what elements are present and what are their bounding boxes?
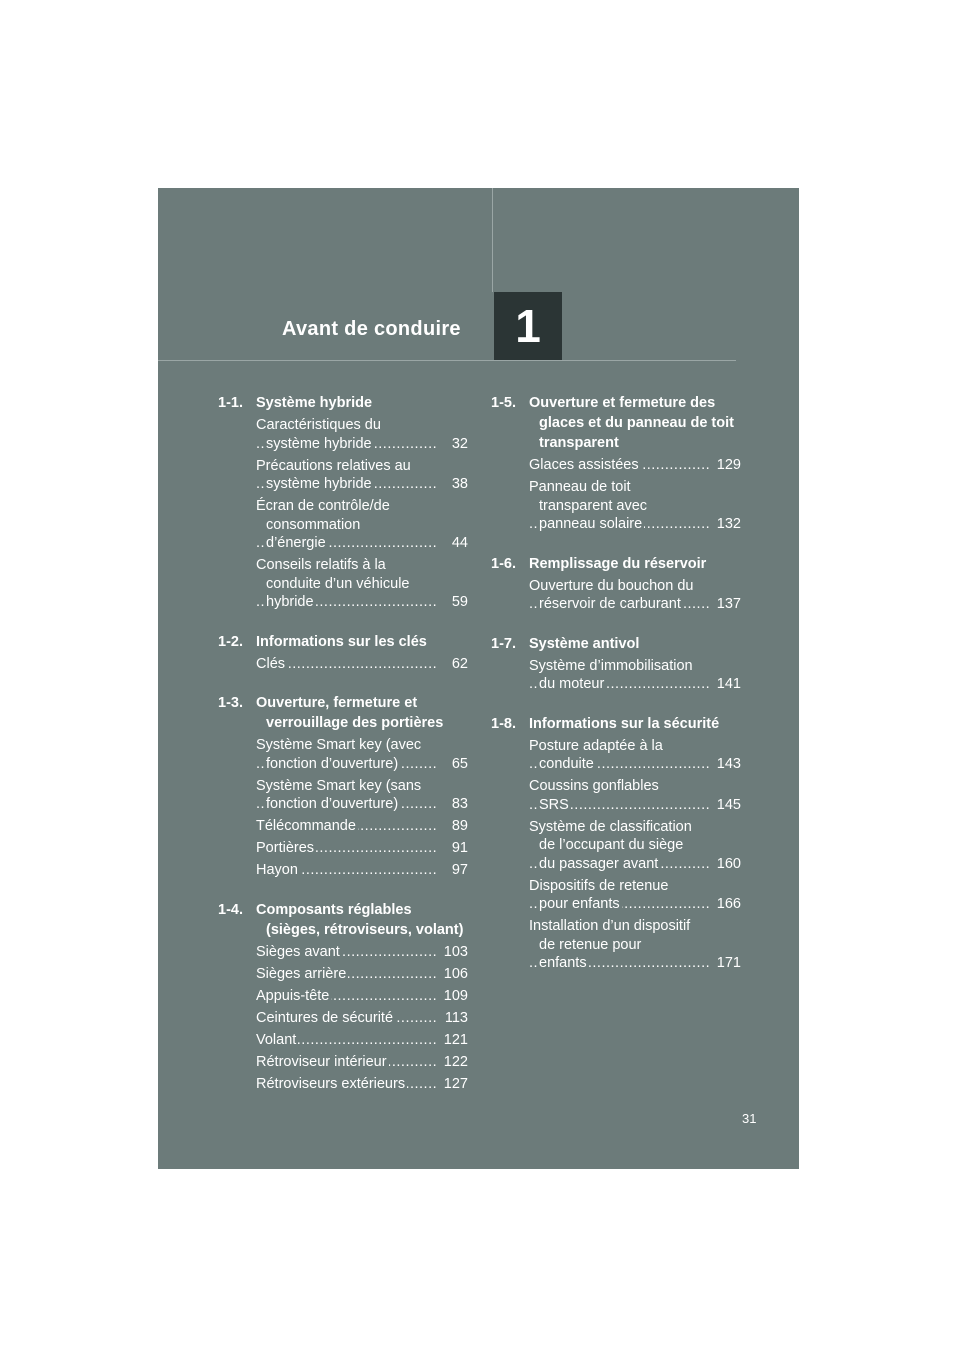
entry-title: Portières [256, 840, 315, 856]
entry-title-wrap [256, 556, 436, 612]
entry-title: Dispositifs de retenue pour enfants [529, 877, 669, 912]
section-heading[interactable] [218, 900, 468, 940]
entry-page: 65 [451, 755, 468, 772]
toc-entry[interactable] [256, 497, 468, 553]
entry-title: Ceintures de sécurité [256, 1009, 394, 1026]
entry-page: 127 [443, 1075, 468, 1092]
toc-entry[interactable] [529, 456, 741, 475]
section-number: 1-8. [491, 715, 516, 732]
toc-entry[interactable] [256, 817, 468, 836]
entry-title-wrap [256, 736, 436, 773]
entry-title-wrap [256, 1031, 436, 1050]
entry-title: Système d’immobilisation du moteur [529, 657, 693, 692]
toc-entry[interactable] [529, 818, 741, 874]
section-title: Remplissage du réservoir [529, 555, 707, 572]
section-heading[interactable] [218, 632, 468, 652]
section-number: 1-2. [218, 633, 243, 650]
entry-title: Hayon [256, 862, 298, 878]
section-title: Système antivol [529, 635, 640, 652]
entry-title-wrap [256, 861, 436, 880]
entry-title: Glaces assistées [529, 457, 639, 473]
entry-page: 59 [451, 594, 468, 610]
section-heading[interactable] [218, 693, 468, 733]
toc-entry[interactable] [529, 478, 741, 534]
section-title: Système hybride [256, 395, 373, 411]
entry-title-wrap [529, 818, 709, 874]
entry-title-wrap [256, 1053, 436, 1072]
entry-title-wrap [529, 478, 709, 534]
entry-page: 97 [451, 862, 468, 878]
entry-page: 109 [443, 987, 468, 1004]
entry-title: Volant [256, 1031, 297, 1048]
section-number: 1-7. [491, 635, 516, 652]
entry-title: Système Smart key (sans fonction d’ouverture) [256, 777, 422, 812]
entry-title-wrap [256, 1009, 436, 1028]
entry-title: Conseils relatifs à la conduite d’un véhicule hybride [256, 557, 410, 610]
entry-title-wrap [529, 877, 709, 914]
toc-section [218, 632, 468, 674]
toc-entry[interactable] [529, 737, 741, 774]
entry-title-wrap [529, 456, 709, 475]
toc-entry[interactable] [529, 777, 741, 814]
toc-entry[interactable] [256, 457, 468, 494]
entry-page: 143 [716, 756, 741, 772]
entry-title: Rétroviseur intérieur [256, 1053, 387, 1070]
section-number: 1-1. [218, 395, 243, 411]
entry-title: Ouverture du bouchon du réservoir de carburant [529, 577, 694, 612]
entry-page: 91 [451, 840, 468, 856]
section-number: 1-4. [218, 901, 243, 918]
toc-column-right [491, 393, 741, 993]
section-heading[interactable] [491, 714, 741, 734]
entry-title: Panneau de toit transparent avec panneau solaire [529, 479, 648, 532]
toc-entry[interactable] [256, 736, 468, 773]
chapter-title: Avant de conduire [282, 318, 461, 340]
entry-page: 160 [716, 855, 741, 872]
entry-title: Écran de contrôle/de consommation d’énergie [256, 498, 390, 551]
toc-entry[interactable] [256, 416, 468, 453]
toc-entry[interactable] [256, 556, 468, 612]
entry-title: Coussins gonflables SRS [529, 778, 659, 813]
divider-vertical [492, 188, 493, 292]
section-heading[interactable] [218, 393, 468, 413]
toc-section [491, 554, 741, 614]
entry-page: 171 [716, 955, 741, 971]
entry-title: Télécommande [256, 818, 356, 834]
entry-title-wrap [256, 987, 436, 1006]
entry-title-wrap [529, 577, 709, 614]
entry-title-wrap [256, 1075, 436, 1094]
toc-section [218, 693, 468, 880]
entry-title: Installation d’un dispositif de retenue pour enfants [529, 918, 691, 971]
section-number: 1-3. [218, 695, 243, 711]
toc-entry[interactable] [256, 655, 468, 674]
section-heading[interactable] [491, 393, 741, 453]
toc-entry[interactable] [529, 657, 741, 694]
entry-title-wrap [529, 917, 709, 973]
toc-entry[interactable] [256, 1053, 468, 1072]
toc-section [491, 393, 741, 534]
divider-horizontal [158, 360, 736, 361]
entry-page: 121 [443, 1031, 468, 1048]
section-number: 1-5. [491, 395, 516, 411]
entry-page: 132 [716, 516, 741, 532]
entry-page: 44 [451, 535, 468, 551]
entry-title: Rétroviseurs extérieurs [256, 1075, 406, 1092]
chapter-number-box: 1 [494, 292, 562, 360]
section-title: Composants réglables (sièges, rétroviseurs, volant) [256, 901, 464, 938]
entry-title: Système de classification de l’occupant du siège du passager avant [529, 818, 692, 872]
entry-title-wrap [529, 777, 709, 814]
entry-page: 129 [716, 457, 741, 473]
entry-title: Appuis-tête [256, 987, 330, 1004]
toc-entry[interactable] [529, 917, 741, 973]
toc-entry[interactable] [256, 839, 468, 858]
toc-section [218, 393, 468, 612]
entry-page: 38 [451, 476, 468, 492]
toc-entry[interactable] [256, 987, 468, 1006]
entry-title-wrap [256, 655, 436, 674]
entry-page: 103 [443, 943, 468, 960]
entry-page: 113 [444, 1009, 468, 1026]
section-title: Informations sur les clés [256, 633, 427, 650]
toc-entry[interactable] [256, 861, 468, 880]
section-title: Informations sur la sécurité [529, 715, 720, 732]
toc-entry[interactable] [256, 1031, 468, 1050]
entry-title-wrap [256, 777, 436, 814]
toc-entry[interactable] [529, 577, 741, 614]
toc-section [218, 900, 468, 1094]
entry-title-wrap [529, 737, 709, 774]
entry-title: Système Smart key (avec fonction d’ouverture) [256, 737, 422, 772]
entry-title-wrap [256, 943, 436, 962]
toc-section [491, 714, 741, 973]
toc-entry[interactable] [256, 1075, 468, 1094]
entry-title-wrap [256, 817, 436, 836]
entry-page: 137 [716, 596, 741, 612]
entry-title-wrap [256, 839, 436, 858]
toc-section [491, 634, 741, 694]
entry-page: 166 [716, 896, 741, 912]
entry-title: Clés [256, 655, 286, 672]
entry-title: Caractéristiques du système hybride [256, 417, 381, 452]
entry-page: 106 [443, 965, 468, 982]
section-heading[interactable] [491, 554, 741, 574]
entry-page: 83 [451, 796, 468, 812]
entry-page: 141 [716, 676, 741, 692]
entry-title: Posture adaptée à la conduite [529, 737, 663, 772]
toc-entry[interactable] [256, 943, 468, 962]
toc-entry[interactable] [529, 877, 741, 914]
section-title: Ouverture et fermeture des glaces et du panneau de toit transparent [529, 395, 734, 451]
entry-title-wrap [256, 416, 436, 453]
section-number: 1-6. [491, 555, 516, 572]
entry-title: Sièges avant [256, 943, 340, 960]
section-heading[interactable] [491, 634, 741, 654]
section-title: Ouverture, fermeture et verrouillage des portières [256, 695, 444, 731]
page-number: 31 [742, 1111, 757, 1126]
entry-page: 32 [451, 435, 468, 452]
entry-title-wrap [256, 457, 436, 494]
entry-title: Précautions relatives au système hybride [256, 457, 411, 492]
entry-title-wrap [529, 657, 709, 694]
entry-title-wrap [256, 965, 436, 984]
toc-entry[interactable] [256, 965, 468, 984]
entry-page: 62 [451, 655, 468, 672]
toc-column-left [218, 393, 468, 1113]
entry-title: Sièges arrière [256, 965, 347, 982]
toc-entry[interactable] [256, 1009, 468, 1028]
entry-page: 89 [451, 818, 468, 834]
entry-page: 122 [443, 1053, 468, 1070]
entry-title-wrap [256, 497, 436, 553]
toc-entry[interactable] [256, 777, 468, 814]
entry-page: 145 [716, 796, 741, 813]
